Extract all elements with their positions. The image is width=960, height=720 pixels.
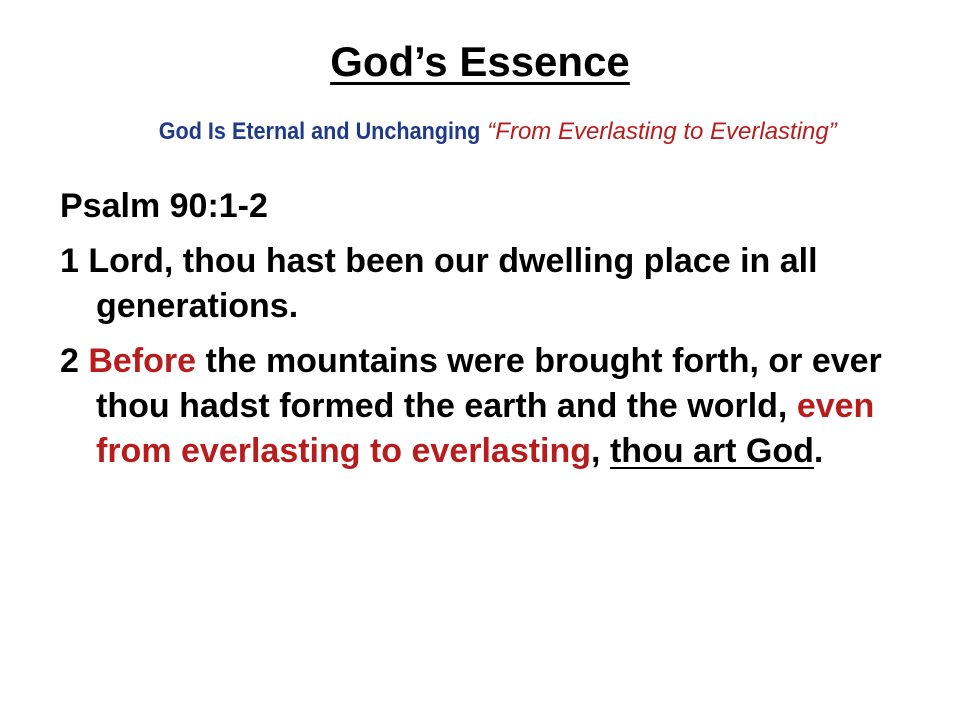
verse-2-before-highlight: Before <box>88 342 197 380</box>
verse-2-everlasting-highlight: even from everlasting to everlasting <box>96 387 875 470</box>
verse-2-number: 2 <box>60 342 89 380</box>
verse-2-comma: , <box>591 432 610 470</box>
slide-subtitle <box>14 116 946 148</box>
verse-2-text: the mountains were brought forth, or ever thou hadst formed the earth and the world, <box>96 342 882 425</box>
verse-2-thou-art-god: thou art God <box>609 432 814 470</box>
scripture-body <box>60 184 940 484</box>
verse-2-period: . <box>813 432 824 470</box>
slide-title: God’s Essence <box>330 38 630 85</box>
verse-1: 1 Lord, thou hast been our dwelling place in all generations. <box>60 242 818 325</box>
scripture-reference: Psalm 90:1-2 <box>60 187 268 225</box>
verse-2 <box>60 339 940 474</box>
subtitle-quote: “From Everlasting to Everlasting” <box>487 118 837 145</box>
subtitle-heading: God Is Eternal and Unchanging <box>158 118 481 145</box>
